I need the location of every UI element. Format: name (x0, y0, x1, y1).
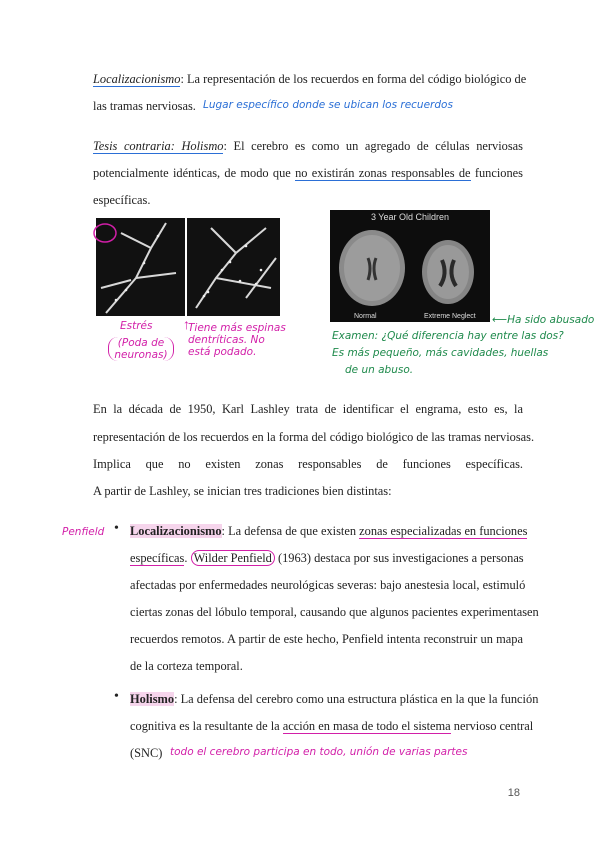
note-exam-2: Es más pequeño, más cavidades, huellas (332, 347, 549, 359)
para2-line2: potencialmente idénticas, de modo que no existirán zonas responsables de funciones (93, 166, 523, 180)
bullet1-line2: específicas. Wilder Penfield (1963) destaca por sus investigaciones a personas (130, 551, 524, 565)
para3-line4: A partir de Lashley, se inician tres tradiciones bien distintas: (93, 484, 392, 498)
handnote-lugar: Lugar específico donde se ubican los recuerdos (203, 99, 453, 111)
penfield-name: Wilder Penfield (191, 550, 275, 566)
bullet-dot-2: • (114, 689, 119, 704)
para3-line3: Implica que no existen zonas responsables de funciones específicas. (93, 457, 523, 471)
bullet1-line4: ciertas zonas del lóbulo temporal, causando que algunos pacientes experimentasen (130, 605, 539, 619)
label-neglect: Extreme Neglect (424, 313, 476, 320)
bullet2-line1: Holismo: La defensa del cerebro como una estructura plástica en la que la función (130, 692, 539, 706)
brain-scan-image (330, 210, 490, 322)
page-number: 18 (507, 787, 520, 799)
brain-scan-drawing (330, 210, 490, 322)
note-more-spines: Tiene más espinas dentríticas. No está podado. (188, 322, 286, 358)
handnote-todo: todo el cerebro participa en todo, unión de varias partes (170, 746, 468, 758)
dendrites-drawing (96, 218, 280, 316)
bullet1-line6: de la corteza temporal. (130, 659, 243, 673)
bullet2-line3: (SNC) (130, 746, 163, 760)
term-localizacionismo: Localizacionismo (93, 72, 181, 86)
para2-line1: Tesis contraria: Holismo: El cerebro es como un agregado de células nerviosas (93, 139, 523, 153)
note-stress-sub: (Poda de neuronas) (108, 337, 174, 361)
margin-note-penfield: Penfield (62, 526, 105, 538)
note-exam-1: Examen: ¿Qué diferencia hay entre las dos? (332, 330, 564, 342)
bullet2-line2: cognitiva es la resultante de la acción en masa de todo el sistema nervioso central (130, 719, 534, 733)
arrow-left-icon: ⟵ (492, 314, 508, 326)
para3-line2: representación de los recuerdos en la forma del código biológico de las tramas nerviosas. (93, 430, 535, 444)
circle-annotation (90, 220, 120, 246)
note-exam-3: de un abuso. (345, 364, 414, 376)
para2-line3: específicas. (93, 193, 151, 207)
label-normal: Normal (354, 313, 377, 320)
scan-title: 3 Year Old Children (370, 212, 450, 222)
para1-line1: Localizacionismo: La representación de los recuerdos en forma del código biológico de (93, 72, 527, 86)
para3-line1: En la década de 1950, Karl Lashley trata de identificar el engrama, esto es, la (93, 402, 523, 416)
arrow-up-icon: ↑ (183, 318, 190, 333)
note-stress: Estrés (120, 320, 153, 332)
bullet1-line3: afectadas por enfermedades neurológicas severas: bajo anestesia local, estimuló (130, 578, 526, 592)
note-abused: ⟵Ha sido abusado (492, 314, 595, 326)
bullet1-line5: recuerdos remotos. A partir de este hecho, Penfield intenta reconstruir un mapa (130, 632, 523, 646)
para1-line2: las tramas nerviosas. (93, 99, 196, 113)
bullet1-line1: Localizacionismo: La defensa de que existen zonas especializadas en funciones (130, 524, 528, 538)
bullet-dot-1: • (114, 521, 119, 536)
dendrites-image (96, 218, 280, 316)
